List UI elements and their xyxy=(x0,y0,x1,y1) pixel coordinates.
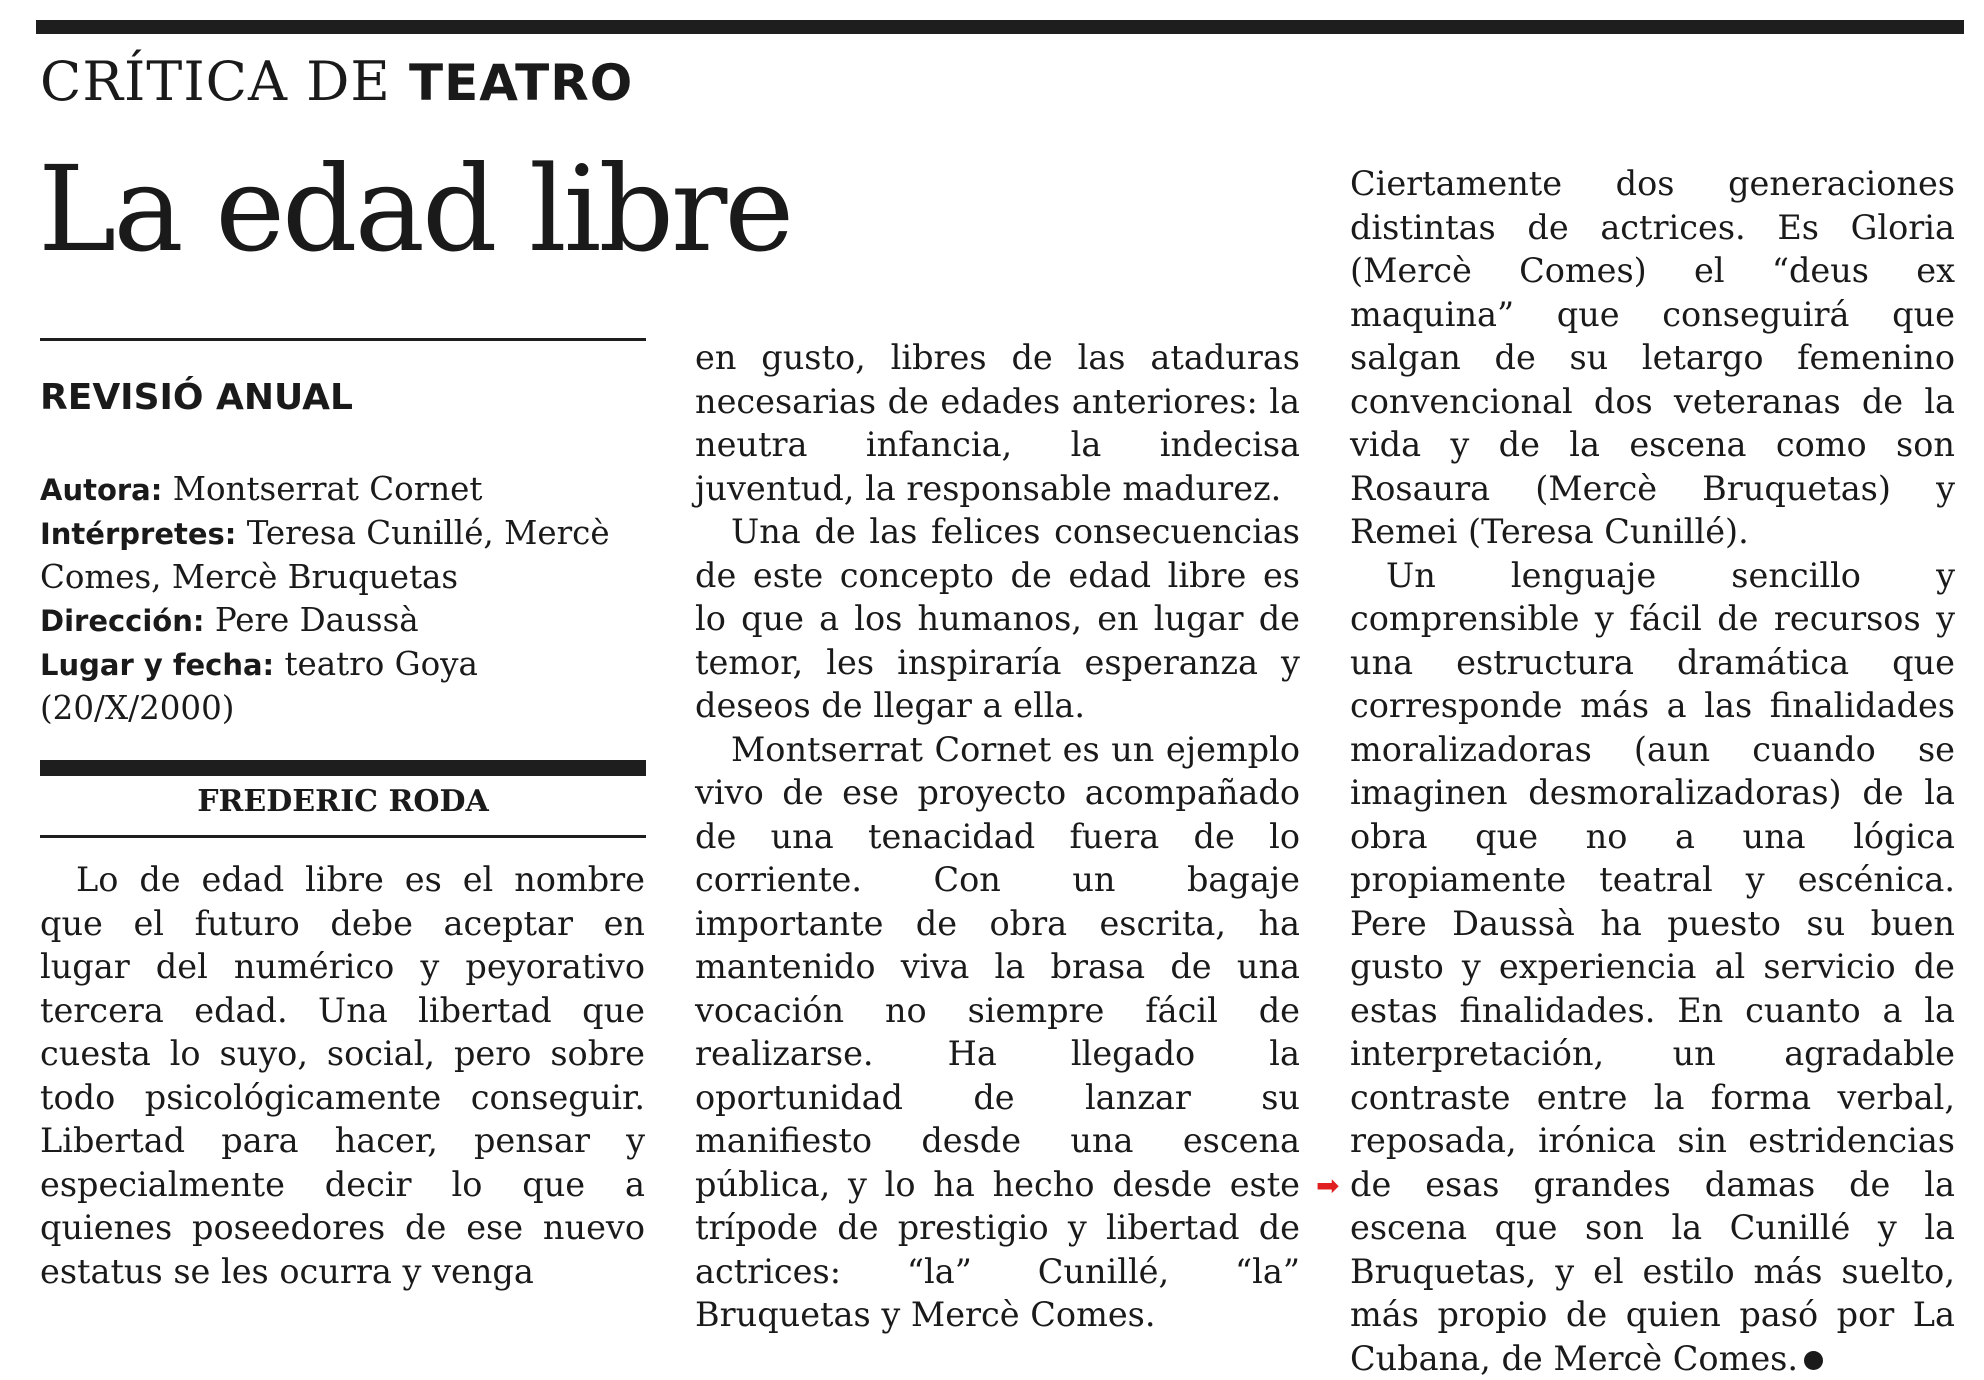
section-label xyxy=(40,52,633,111)
article-paragraph: Lo de edad libre es el nombre que el futuro debe aceptar en lugar del numérico y peyorativo tercera edad. Una libertad que cuesta lo suyo, social, pero sobre todo psicológicamente conseguir. Libertad para hacer, pensar y especialmente decir lo que a quienes poseedores de ese nuevo estatus se les ocurra y venga xyxy=(40,858,645,1293)
article-column-1 xyxy=(40,858,645,1293)
article-column-3 xyxy=(1350,162,1955,1380)
credit-value: Montserrat Cornet xyxy=(173,470,483,508)
red-arrow-icon: ➡ xyxy=(1316,1172,1339,1200)
credit-label: Lugar y fecha: xyxy=(40,648,274,682)
byline: FREDERIC RODA xyxy=(40,784,646,820)
credits-box xyxy=(40,468,650,730)
article-paragraph xyxy=(1350,554,1955,1380)
credit-value: teatro Goya (20/X/2000) xyxy=(40,645,478,727)
headline-divider xyxy=(40,338,646,341)
credit-author xyxy=(40,468,650,512)
article-paragraph-text: Un lenguaje sencillo y comprensible y fácil de recursos y una estructura dramática que corresponde más a las finalidades moralizadoras (aun cuando se imaginen desmoralizadoras) de la obra que no a una lógica propiamente teatral y escénica. Pere Daussà ha puesto su buen gusto y experiencia al servicio de estas finalidades. En cuanto a la interpretación, un agradable contraste entre la forma verbal, reposada, irónica sin estridencias de esas grandes damas de la escena que son la Cunillé y la Bruquetas, y el estilo más suelto, más propio de quien pasó por La Cubana, de Mercè Comes. xyxy=(1350,556,1955,1378)
credit-venue-date xyxy=(40,643,650,730)
review-subhead: REVISIÓ ANUAL xyxy=(40,378,353,418)
byline-top-rule xyxy=(40,760,646,776)
credit-label: Autora: xyxy=(40,473,162,507)
credit-value: Pere Daussà xyxy=(215,601,419,639)
credit-value: Teresa Cunillé, Mercè Comes, Mercè Bruquetas xyxy=(40,514,610,596)
byline-bottom-rule xyxy=(40,835,646,838)
section-label-bold: TEATRO xyxy=(409,54,633,112)
end-dot-icon xyxy=(1804,1351,1823,1370)
article-column-2 xyxy=(695,336,1300,1337)
article-paragraph: Ciertamente dos generaciones distintas de actrices. Es Gloria (Mercè Comes) el “deus ex maquina” que conseguirá que salgan de su letargo femenino convencional dos veteranas de la vida y de la escena como son Rosaura (Mercè Bruquetas) y Remei (Teresa Cunillé). xyxy=(1350,162,1955,554)
credit-label: Dirección: xyxy=(40,604,204,638)
credit-label: Intérpretes: xyxy=(40,517,236,551)
credit-performers xyxy=(40,512,650,599)
article-paragraph: Montserrat Cornet es un ejemplo vivo de ese proyecto acompañado de una tenacidad fuera de lo corriente. Con un bagaje importante de obra escrita, ha mantenido viva la brasa de una vocación no siempre fácil de realizarse. Ha llegado la oportunidad de lanzar su manifiesto desde una escena pública, y lo ha hecho desde este trípode de prestigio y libertad de actrices: “la” Cunillé, “la” Bruquetas y Mercè Comes. xyxy=(695,728,1300,1337)
article-paragraph: Una de las felices consecuencias de este concepto de edad libre es lo que a los humanos, en lugar de temor, les inspiraría esperanza y deseos de llegar a ella. xyxy=(695,510,1300,728)
top-rule xyxy=(36,20,1964,34)
headline: La edad libre xyxy=(38,150,791,268)
article-paragraph: en gusto, libres de las ataduras necesarias de edades anteriores: la neutra infancia, la indecisa juventud, la responsable madurez. xyxy=(695,336,1300,510)
section-label-light: CRÍTICA DE xyxy=(40,50,391,113)
credit-direction xyxy=(40,599,650,643)
